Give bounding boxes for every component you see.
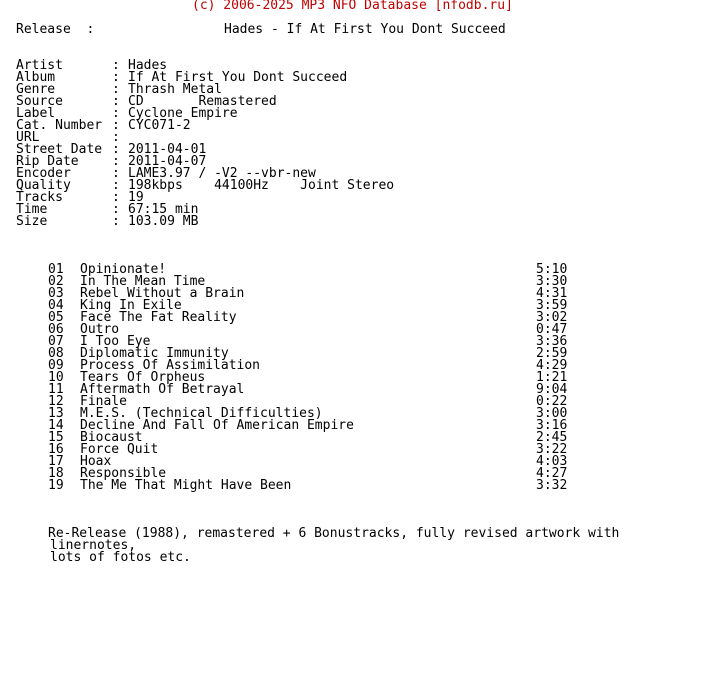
info-value: LAME3.97 / -V2 --vbr-new [128,166,316,181]
track-title: Process Of Assimilation [80,358,261,373]
info-separator: : [112,106,120,121]
info-separator: : [112,82,120,97]
track-number: 16 [48,442,64,457]
track-number: 02 [48,274,64,289]
track-duration: 9:04 [536,382,568,397]
info-separator: : [112,190,120,205]
track-title: Force Quit [80,442,159,457]
info-label: Rip Date [16,154,79,169]
track-number: 18 [48,466,64,481]
info-label: Album [16,70,56,85]
track-duration: 2:59 [536,346,568,361]
track-number: 04 [48,298,64,313]
track-duration: 4:27 [536,466,568,481]
info-separator: : [112,214,120,229]
info-label: Street Date [16,142,103,157]
track-number: 09 [48,358,64,373]
info-value: 2011-04-07 [128,154,207,169]
info-separator: : [112,118,120,133]
track-duration: 1:21 [536,370,568,385]
info-value: 67:15 min [128,202,199,217]
track-title: King In Exile [80,298,182,313]
track-number: 12 [48,394,64,409]
notes-line: Re-Release (1988), remastered + 6 Bonustracks, fully revised artwork with [48,526,620,541]
track-duration: 3:59 [536,298,568,313]
track-title: Opinionate! [80,262,167,277]
track-duration: 0:22 [536,394,568,409]
info-label: Label [16,106,56,121]
notes-line: lots of fotos etc. [50,550,191,565]
track-title: I Too Eye [80,334,151,349]
track-number: 01 [48,262,64,277]
track-duration: 2:45 [536,430,568,445]
info-separator: : [112,58,120,73]
info-label: Cat. Number [16,118,103,133]
track-title: Responsible [80,466,167,481]
info-value: Thrash Metal [128,82,222,97]
info-label: Artist [16,58,63,73]
track-title: Rebel Without a Brain [80,286,245,301]
track-number: 11 [48,382,64,397]
track-number: 08 [48,346,64,361]
track-number: 15 [48,430,64,445]
info-separator: : [112,154,120,169]
track-duration: 4:29 [536,358,568,373]
info-value: Cyclone Empire [128,106,238,121]
track-number: 19 [48,478,64,493]
track-duration: 3:00 [536,406,568,421]
info-separator: : [112,142,120,157]
track-title: In The Mean Time [80,274,206,289]
track-duration: 3:02 [536,310,568,325]
nfo-header: (c) 2006-2025 MP3 NFO Database [nfodb.ru] [192,0,513,13]
info-value: Hades [128,58,168,73]
track-title: Hoax [80,454,112,469]
track-duration: 3:32 [536,478,568,493]
track-duration: 5:10 [536,262,568,277]
info-value: If At First You Dont Succeed [128,70,348,85]
track-number: 03 [48,286,64,301]
track-duration: 4:03 [536,454,568,469]
track-duration: 3:16 [536,418,568,433]
release-label: Release : [16,22,95,37]
track-duration: 0:47 [536,322,568,337]
track-duration: 3:22 [536,442,568,457]
info-separator: : [112,202,120,217]
track-number: 05 [48,310,64,325]
info-value: 19 [128,190,144,205]
track-number: 07 [48,334,64,349]
track-title: Biocaust [80,430,143,445]
info-value: CD Remastered [128,94,277,109]
track-number: 17 [48,454,64,469]
info-separator: : [112,130,120,145]
info-label: Size [16,214,48,229]
track-number: 14 [48,418,64,433]
info-label: Quality [16,178,71,193]
track-duration: 3:36 [536,334,568,349]
info-label: Source [16,94,63,109]
track-title: Tears Of Orpheus [80,370,206,385]
track-number: 06 [48,322,64,337]
track-title: Diplomatic Immunity [80,346,229,361]
track-number: 13 [48,406,64,421]
info-label: Encoder [16,166,71,181]
track-title: Outro [80,322,120,337]
info-value: 103.09 MB [128,214,199,229]
info-label: Time [16,202,48,217]
track-title: Decline And Fall Of American Empire [80,418,354,433]
track-title: The Me That Might Have Been [80,478,292,493]
track-number: 10 [48,370,64,385]
release-value: Hades - If At First You Dont Succeed [224,22,506,37]
info-value: CYC071-2 [128,118,191,133]
info-separator: : [112,70,120,85]
track-duration: 3:30 [536,274,568,289]
info-separator: : [112,166,120,181]
track-title: Aftermath Of Betrayal [80,382,245,397]
info-separator: : [112,94,120,109]
track-title: M.E.S. (Technical Difficulties) [80,406,323,421]
notes-line: linernotes, [50,538,137,553]
track-title: Finale [80,394,127,409]
track-duration: 4:31 [536,286,568,301]
info-value: 198kbps 44100Hz Joint Stereo [128,178,395,193]
info-separator: : [112,178,120,193]
info-value: 2011-04-01 [128,142,207,157]
info-label: Tracks [16,190,63,205]
info-label: URL [16,130,40,145]
info-label: Genre [16,82,56,97]
track-title: Face The Fat Reality [80,310,237,325]
